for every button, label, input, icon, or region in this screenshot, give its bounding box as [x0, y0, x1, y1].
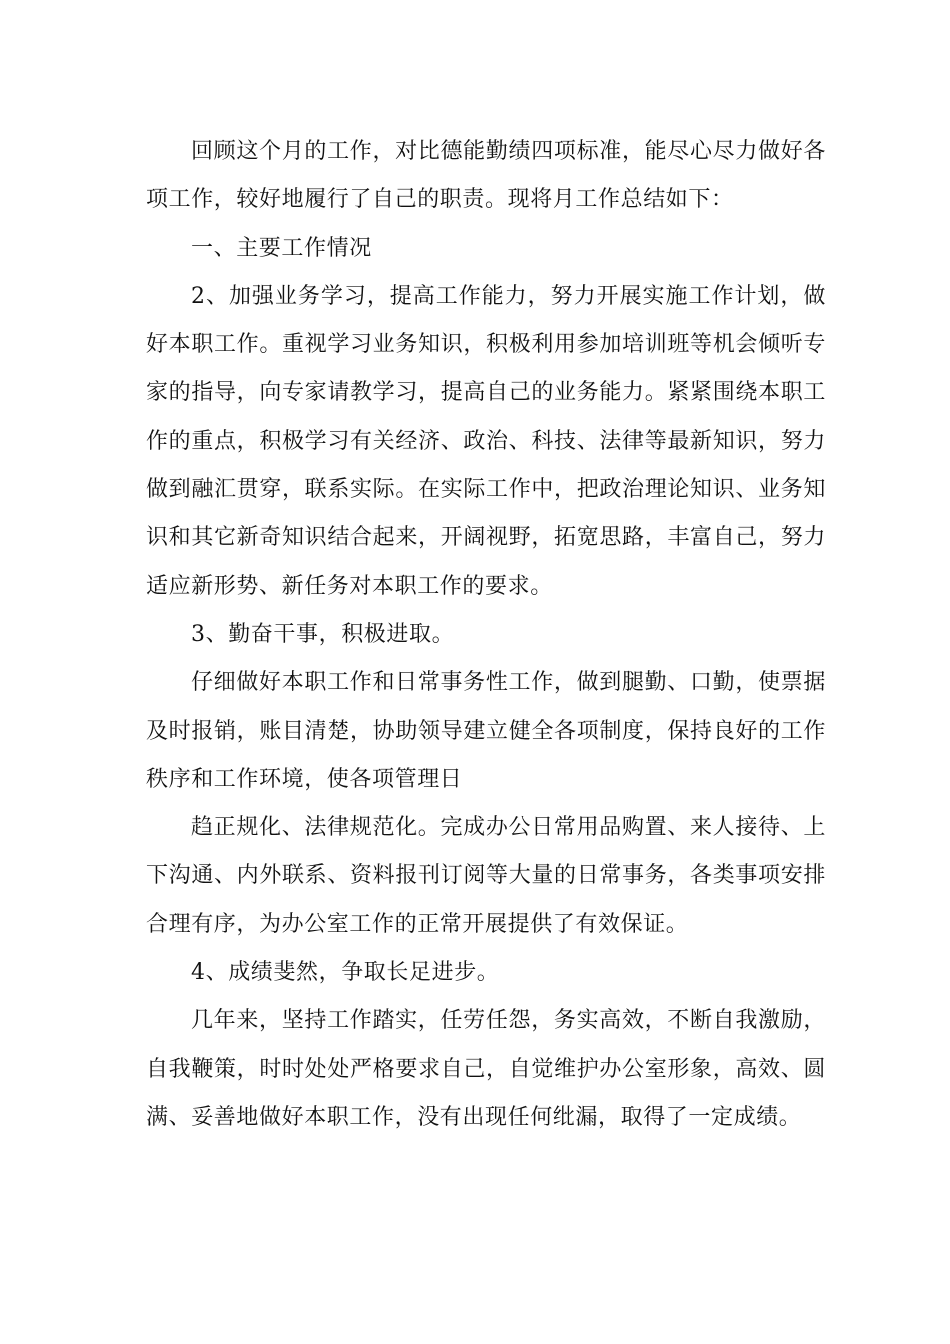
item-3-heading: 3、勤奋干事，积极进取。 — [191, 621, 455, 647]
section-heading-main-work: 一、主要工作情况 — [191, 235, 372, 261]
item-4-heading: 4、成绩斐然，争取长足进步。 — [191, 960, 500, 986]
item-3-paragraph: 仔细做好本职工作和日常事务性工作，做到腿勤、口勤，使票据及时报销，账目清楚，协助领导建立健全各项制度，保持良好的工作秩序和工作环境，使各项管理日 — [146, 670, 826, 792]
item-4-paragraph: 几年来，坚持工作踏实，任劳任怨，务实高效，不断自我激励，自我鞭策，时时处处严格要求自己，自觉维护办公室形象，高效、圆满、妥善地做好本职工作，没有出现任何纰漏，取得了一定成绩。 — [146, 1008, 826, 1130]
intro-paragraph: 回顾这个月的工作，对比德能勤绩四项标准，能尽心尽力做好各项工作，较好地履行了自己的职责。现将月工作总结如下： — [146, 139, 826, 213]
document-body — [146, 128, 826, 1142]
item-3-continuation-paragraph: 趋正规化、法律规范化。完成办公日常用品购置、来人接待、上下沟通、内外联系、资料报刊订阅等大量的日常事务，各类事项安排合理有序，为办公室工作的正常开展提供了有效保证。 — [146, 815, 826, 937]
item-2-paragraph: 2、加强业务学习，提高工作能力，努力开展实施工作计划，做好本职工作。重视学习业务知识，积极利用参加培训班等机会倾听专家的指导，向专家请教学习，提高自己的业务能力。紧紧围绕本职工作的重点，积极学习有关经济、政治、科技、法律等最新知识，努力做到融汇贯穿，联系实际。在实际工作中，把政治理论知识、业务知识和其它新奇知识结合起来，开阔视野，拓宽思路，丰富自己，努力适应新形势、新任务对本职工作的要求。 — [146, 283, 826, 599]
